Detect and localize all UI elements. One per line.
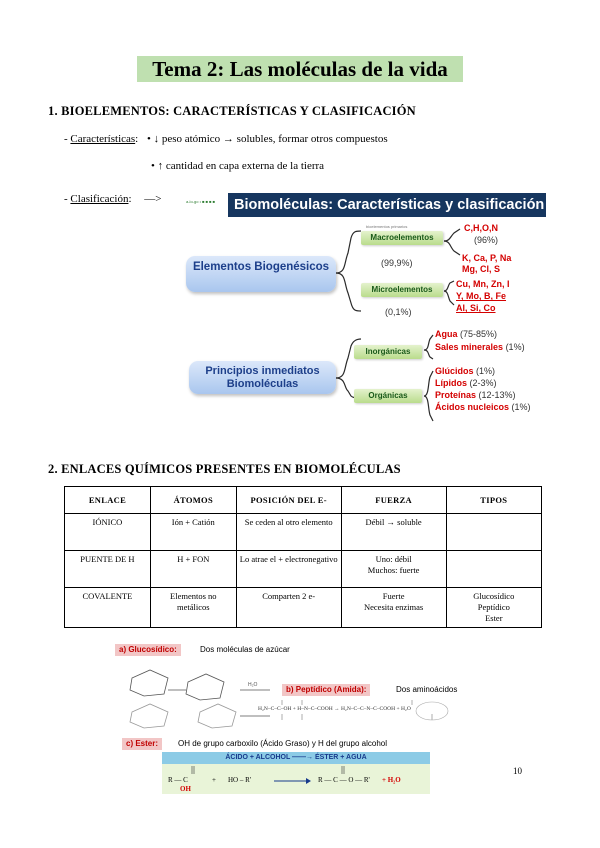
- table-cell: Glucosídico Peptídico Ester: [446, 588, 541, 628]
- ester-alcohol: HO – R': [228, 776, 252, 784]
- macro-primary-pct: (96%): [474, 235, 499, 245]
- macroelementos-box: Macroelementos: [361, 231, 443, 245]
- peptidico-desc: Dos aminoácidos: [396, 685, 458, 694]
- proteinas-label: Proteínas: [435, 390, 477, 400]
- table-cell: H + FON: [150, 551, 236, 588]
- glucosidic-structure-icon: [120, 660, 280, 732]
- table-cell: IÓNICO: [65, 514, 151, 551]
- inorganicas-box: Inorgánicas: [354, 345, 422, 359]
- principios-inmediatos-box: [189, 361, 336, 394]
- reaction-arrow-icon: [272, 776, 312, 786]
- ester-product: R — C — O — R': [318, 776, 370, 784]
- table-cell: Débil → soluble: [341, 514, 446, 551]
- bullet-cantidad: • ↑ cantidad en capa externa de la tierra: [151, 160, 325, 172]
- principios-label: Principios inmediatos: [205, 365, 320, 377]
- agua-pct: (75-85%): [460, 329, 498, 339]
- macro-secondary-2: Mg, Cl, S: [462, 264, 500, 274]
- table-cell: COVALENTE: [65, 588, 151, 628]
- clasificacion-row: - Clasificación: —>: [64, 193, 162, 205]
- elementos-biogenesicos-label: Elementos Biogenésicos: [192, 261, 330, 273]
- micro-list-3: Al, Si, Co: [456, 303, 496, 313]
- table-row: [65, 588, 542, 628]
- proteinas-pct: (12-13%): [478, 390, 516, 400]
- acidos-label: Ácidos nucleicos: [435, 402, 510, 412]
- glucidos-label: Glúcidos: [435, 366, 474, 376]
- table-cell: Elementos no metálicos: [150, 588, 236, 628]
- biomoleculas-label: Biomoléculas: [226, 377, 299, 390]
- table-cell: PUENTE DE H: [65, 551, 151, 588]
- table-cell: Ión + Catión: [150, 514, 236, 551]
- inorg-sales: [435, 342, 525, 353]
- ester-oh: OH: [180, 785, 191, 793]
- glucosidico-tag: a) Glucosídico:: [115, 644, 181, 656]
- column-header: ENLACE: [65, 487, 151, 514]
- acidos-pct: (1%): [511, 402, 531, 412]
- biomoleculas-diagram: [186, 193, 546, 423]
- org-glucidos: [435, 366, 495, 377]
- enlaces-table: [64, 486, 542, 628]
- inorg-agua: [435, 329, 497, 340]
- microelementos-box: Microelementos: [361, 283, 443, 297]
- column-header: TIPOS: [446, 487, 541, 514]
- peptidic-structure-icon: [262, 698, 492, 728]
- lipidos-pct: (2-3%): [469, 378, 497, 388]
- column-header: FUERZA: [341, 487, 446, 514]
- micro-percentage: (0,1%): [385, 307, 412, 317]
- lipidos-label: Lípidos: [435, 378, 467, 388]
- organicas-box: Orgánicas: [354, 389, 422, 403]
- column-header: POSICIÓN DEL E-: [236, 487, 341, 514]
- ester-desc: OH de grupo carboxilo (Ácido Graso) y H del grupo alcohol: [178, 739, 387, 748]
- diagram-banner: Biomoléculas: Características y clasificación: [228, 193, 546, 217]
- table-cell: [446, 551, 541, 588]
- svg-text:H₂O: H₂O: [248, 682, 258, 688]
- ester-plus: +: [212, 776, 216, 784]
- arrow-right-icon: —>: [144, 193, 162, 205]
- table-cell: Uno: débil Muchos: fuerte: [341, 551, 446, 588]
- table-header-row: [65, 487, 542, 514]
- elementos-biogenesicos-box: [186, 256, 336, 292]
- page-number: 10: [513, 766, 522, 776]
- clasificacion-label: Clasificación: [70, 193, 129, 205]
- sales-label: Sales minerales: [435, 342, 504, 352]
- section-2-heading: 2. ENLACES QUÍMICOS PRESENTES EN BIOMOLÉCULAS: [48, 462, 401, 476]
- micro-list-1: Cu, Mn, Zn, I: [456, 279, 510, 289]
- diagram-logo: a-lo-go • ■ ■ ■ ■: [186, 199, 216, 204]
- column-header: ÁTOMOS: [150, 487, 236, 514]
- table-cell: Comparten 2 e-: [236, 588, 341, 628]
- ester-header: ÁCIDO + ALCOHOL ——→ ÉSTER + AGUA: [162, 752, 430, 764]
- section-1-heading: 1. BIOELEMENTOS: CARACTERÍSTICAS Y CLASIFICACIÓN: [48, 104, 416, 118]
- peptidico-tag: b) Peptídico (Amida):: [282, 684, 370, 696]
- table-cell: Fuerte Necesita enzimas: [341, 588, 446, 628]
- ester-bonds-icon: [176, 764, 376, 776]
- micro-list-2: Y, Mo, B, Fe: [456, 291, 507, 301]
- macro-percentage: (99,9%): [381, 258, 413, 268]
- macro-primary: C,H,O,N: [464, 223, 499, 233]
- glucidos-pct: (1%): [476, 366, 496, 376]
- table-cell: [446, 514, 541, 551]
- bullet-peso-atomico: • ↓ peso atómico → solubles, formar otros compuestos: [146, 133, 388, 145]
- sales-pct: (1%): [505, 342, 525, 352]
- page-title: Tema 2: Las moléculas de la vida: [137, 56, 463, 82]
- caracteristicas-row: - Características: • ↓ peso atómico → solubles, formar otros compuestos: [64, 133, 388, 145]
- ester-acid: R — C: [168, 776, 188, 784]
- table-cell: Se ceden al otro elemento: [236, 514, 341, 551]
- ester-water: + H₂O: [382, 776, 401, 784]
- org-proteinas: [435, 390, 516, 401]
- macro-secondary-1: K, Ca, P, Na: [462, 253, 512, 263]
- table-cell: Lo atrae el + electronegativo: [236, 551, 341, 588]
- glucosidico-desc: Dos moléculas de azúcar: [200, 645, 290, 654]
- caracteristicas-label: Características: [70, 133, 136, 145]
- agua-label: Agua: [435, 329, 458, 339]
- org-acidos: [435, 402, 531, 413]
- ester-tag: c) Ester:: [122, 738, 162, 750]
- org-lipidos: [435, 378, 497, 389]
- table-row: [65, 551, 542, 588]
- macro-small-label: bioelementos primarios: [366, 224, 408, 229]
- peptidic-equation: H₂N–C–C–OH + H–N–C–COOH → H₂N–C–C–N–C–COOH + H₂O: [258, 706, 411, 712]
- table-row: [65, 514, 542, 551]
